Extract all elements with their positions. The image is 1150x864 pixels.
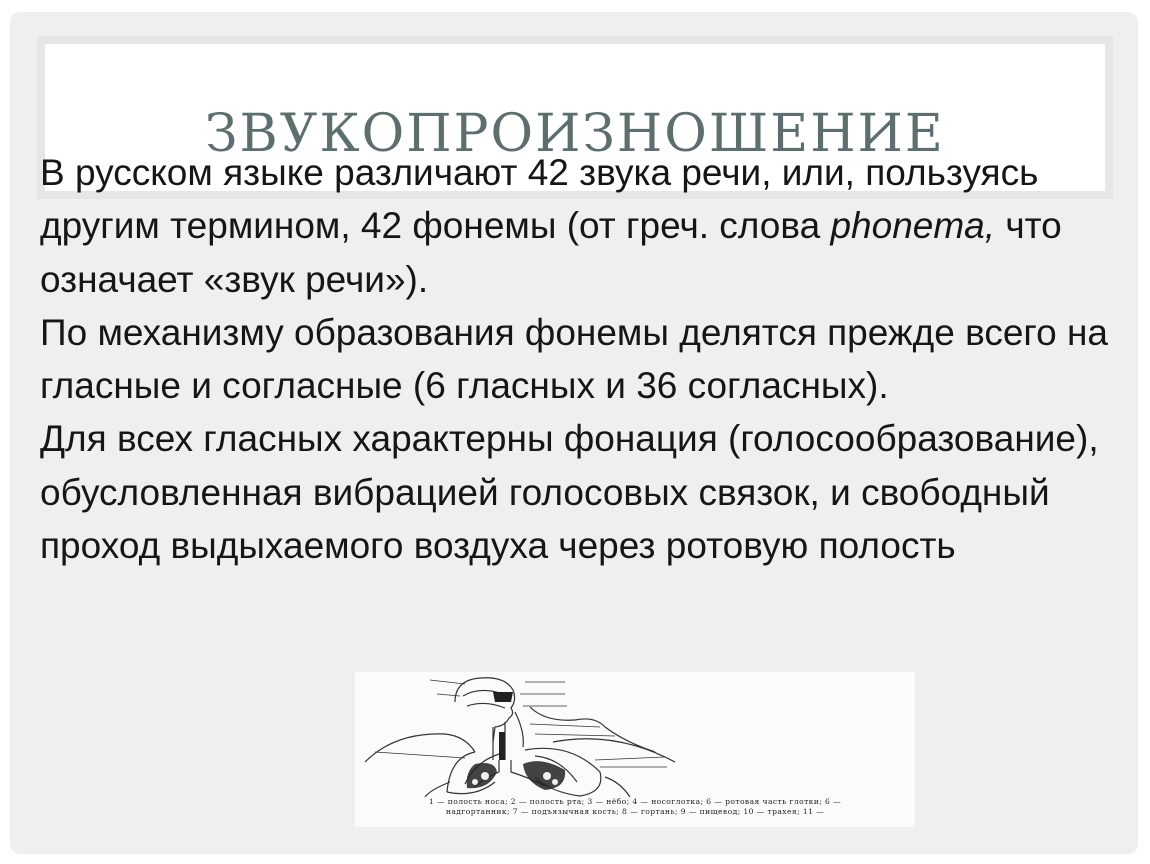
paragraph-phonemes [40,146,1125,306]
slide [10,12,1138,854]
figure-caption [363,797,907,817]
paragraph-1-text: В русском языке различают 42 звука речи, или, пользуясь другим термином, 42 фонемы (от греч. слова [40,152,1039,247]
figure-caption-line-1: 1 — полость носа; 2 — полость рта; 3 — нёбо; 4 — носоглотка; 6 — ротовая часть глотки; 6 — [428,797,842,806]
speech-organs-diagram [355,672,915,797]
paragraph-classification: По механизму образования фонемы делятся прежде всего на гласные и согласные (6 гласных и 36 согласных). [40,311,1108,407]
paragraph-vowels: Для всех гласных характерны фонация (голосообразование), обусловленная вибрацией голосовых связок, и свободный проход выдыхаемого воздуха через ротовую полость [40,418,1099,567]
figure-caption-line-2: надгортанник; 7 — подъязычная кость; 8 — гортань; 9 — пищевод; 10 — трахея; 11 — [445,807,825,816]
paragraph-1-italic-term: phonema, [830,205,996,247]
slide-title: ЗВУКОПРОИЗНОШЕНИЕ [205,104,945,164]
speech-organs-figure [355,672,915,827]
slide-body [40,146,1125,572]
paragraph-1-text-end: что означает «звук речи»). [40,205,1062,300]
